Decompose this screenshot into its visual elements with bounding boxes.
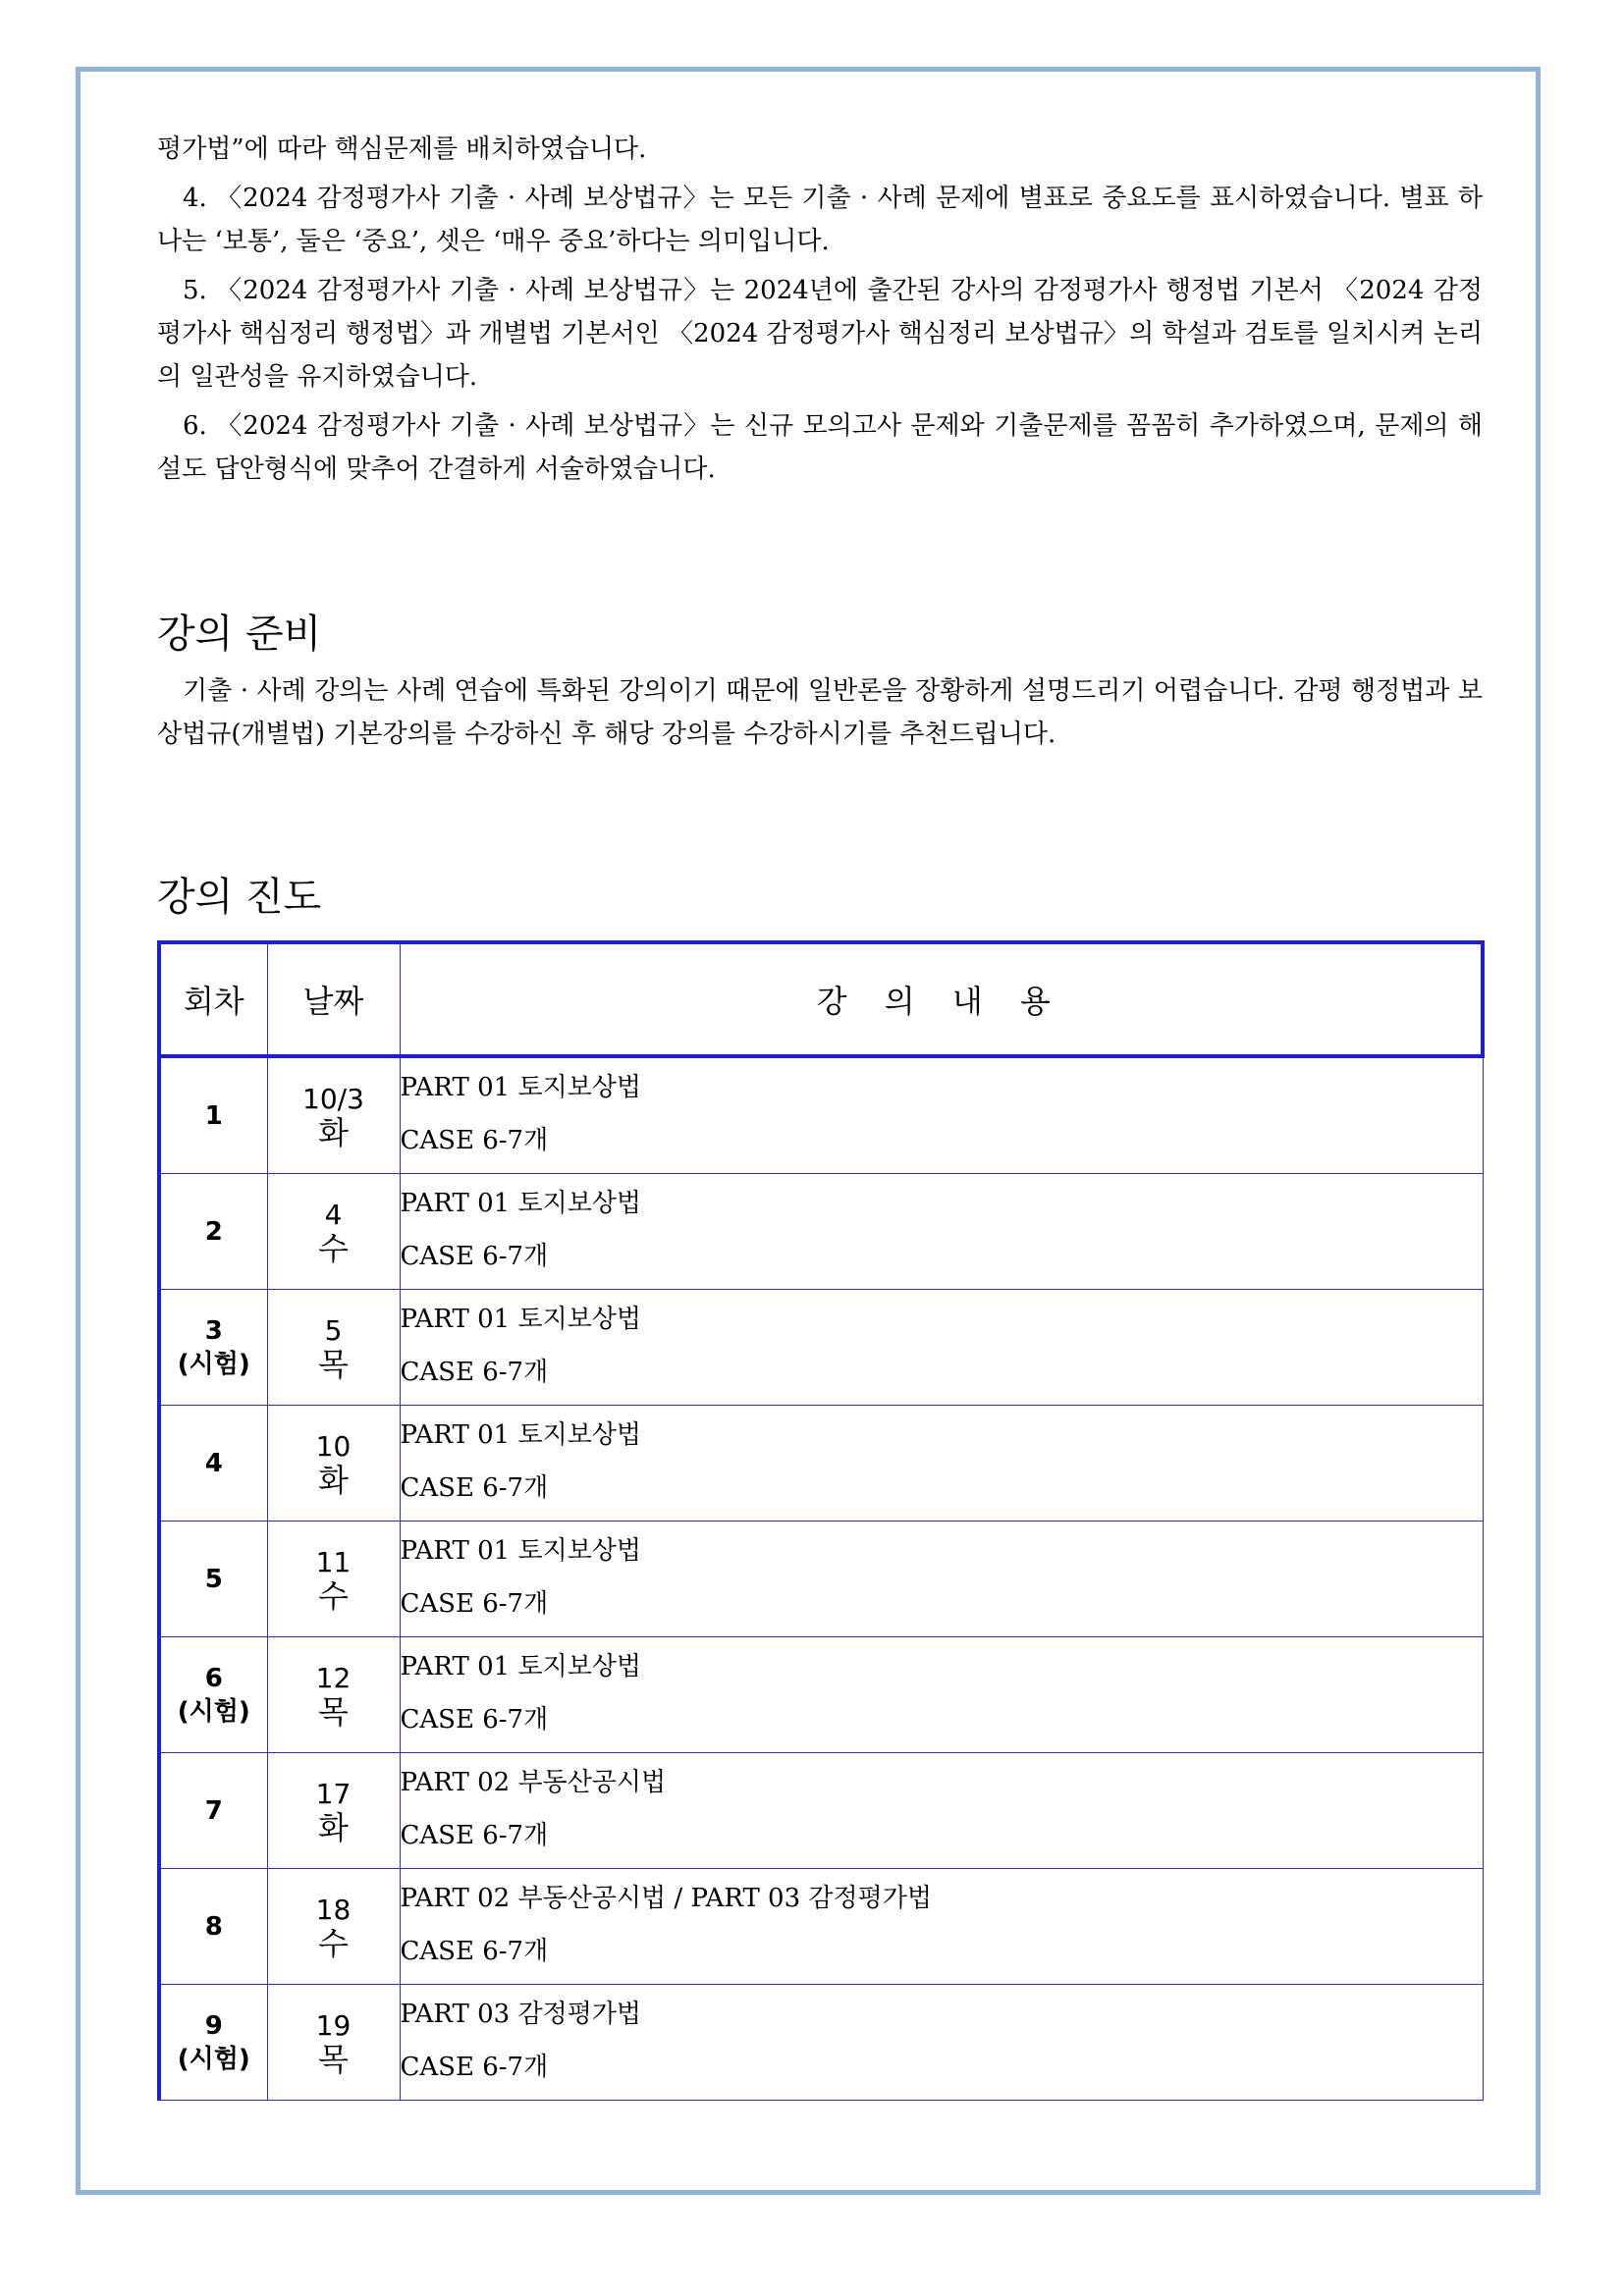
session-no: 8	[159, 1869, 267, 1985]
table-row	[159, 1174, 1483, 1290]
table-row	[159, 1406, 1483, 1522]
session-content: PART 01 토지보상법 CASE 6-7개	[400, 1290, 1483, 1406]
session-no: 2	[159, 1174, 267, 1290]
session-date: 4 수	[267, 1174, 400, 1290]
table-row	[159, 1985, 1483, 2101]
session-no: 7	[159, 1753, 267, 1869]
header-no: 회차	[159, 942, 267, 1056]
intro-paragraph-4: 4. 〈2024 감정평가사 기출 · 사례 보상법규〉는 모든 기출 · 사례 문제에 별표로 중요도를 표시하였습니다. 별표 하나는 ‘보통’, 둘은 ‘중요’, 셋은 ‘매우 중요’하다는 의미입니다.	[157, 184, 1483, 256]
session-no: 3 (시험)	[159, 1290, 267, 1406]
session-content: PART 01 토지보상법 CASE 6-7개	[400, 1637, 1483, 1753]
intro-paragraph-0: 평가법”에 따라 핵심문제를 배치하였습니다.	[157, 134, 647, 164]
intro-paragraph-5: 5. 〈2024 감정평가사 기출 · 사례 보상법규〉는 2024년에 출간된 강사의 감정평가사 행정법 기본서 〈2024 감정평가사 핵심정리 행정법〉과 개별법 기본서인 〈2024 감정평가사 핵심정리 보상법규〉의 학설과 검토를 일치시켜 논리의 일관성을 유지하였습니다.	[157, 276, 1483, 392]
session-date: 11 수	[267, 1522, 400, 1637]
session-date: 10 화	[267, 1406, 400, 1522]
section-title-schedule: 강의 진도	[157, 875, 322, 920]
table-row	[159, 1869, 1483, 1985]
schedule-header-row	[159, 942, 1483, 1056]
table-row	[159, 1753, 1483, 1869]
session-date: 19 목	[267, 1985, 400, 2101]
session-content: PART 01 토지보상법 CASE 6-7개	[400, 1522, 1483, 1637]
session-no: 4	[159, 1406, 267, 1522]
page-content	[157, 128, 1483, 2101]
session-content: PART 02 부동산공시법 CASE 6-7개	[400, 1753, 1483, 1869]
session-content: PART 02 부동산공시법 / PART 03 감정평가법 CASE 6-7개	[400, 1869, 1483, 1985]
session-no: 9 (시험)	[159, 1985, 267, 2101]
session-date: 12 목	[267, 1637, 400, 1753]
table-row	[159, 1290, 1483, 1406]
table-row	[159, 1637, 1483, 1753]
session-date: 17 화	[267, 1753, 400, 1869]
session-content: PART 01 토지보상법 CASE 6-7개	[400, 1056, 1483, 1174]
section-title-prep: 강의 준비	[157, 612, 322, 657]
header-date: 날짜	[267, 942, 400, 1056]
session-date: 10/3 화	[267, 1056, 400, 1174]
session-content: PART 01 토지보상법 CASE 6-7개	[400, 1174, 1483, 1290]
session-no: 6 (시험)	[159, 1637, 267, 1753]
schedule-table	[157, 940, 1485, 2101]
session-no: 1	[159, 1056, 267, 1174]
session-date: 5 목	[267, 1290, 400, 1406]
session-date: 18 수	[267, 1869, 400, 1985]
prep-paragraph: 기출 · 사례 강의는 사례 연습에 특화된 강의이기 때문에 일반론을 장황하게 설명드리기 어렵습니다. 감평 행정법과 보상법규(개별법) 기본강의를 수강하신 후 해당 강의를 수강하시기를 추천드립니다.	[157, 676, 1483, 749]
session-content: PART 03 감정평가법 CASE 6-7개	[400, 1985, 1483, 2101]
intro-paragraph-6: 6. 〈2024 감정평가사 기출 · 사례 보상법규〉는 신규 모의고사 문제와 기출문제를 꼼꼼히 추가하였으며, 문제의 해설도 답안형식에 맞추어 간결하게 서술하였습니다.	[157, 411, 1483, 484]
table-row	[159, 1056, 1483, 1174]
session-no: 5	[159, 1522, 267, 1637]
session-content: PART 01 토지보상법 CASE 6-7개	[400, 1406, 1483, 1522]
table-row	[159, 1522, 1483, 1637]
header-content: 강 의 내 용	[400, 942, 1483, 1056]
